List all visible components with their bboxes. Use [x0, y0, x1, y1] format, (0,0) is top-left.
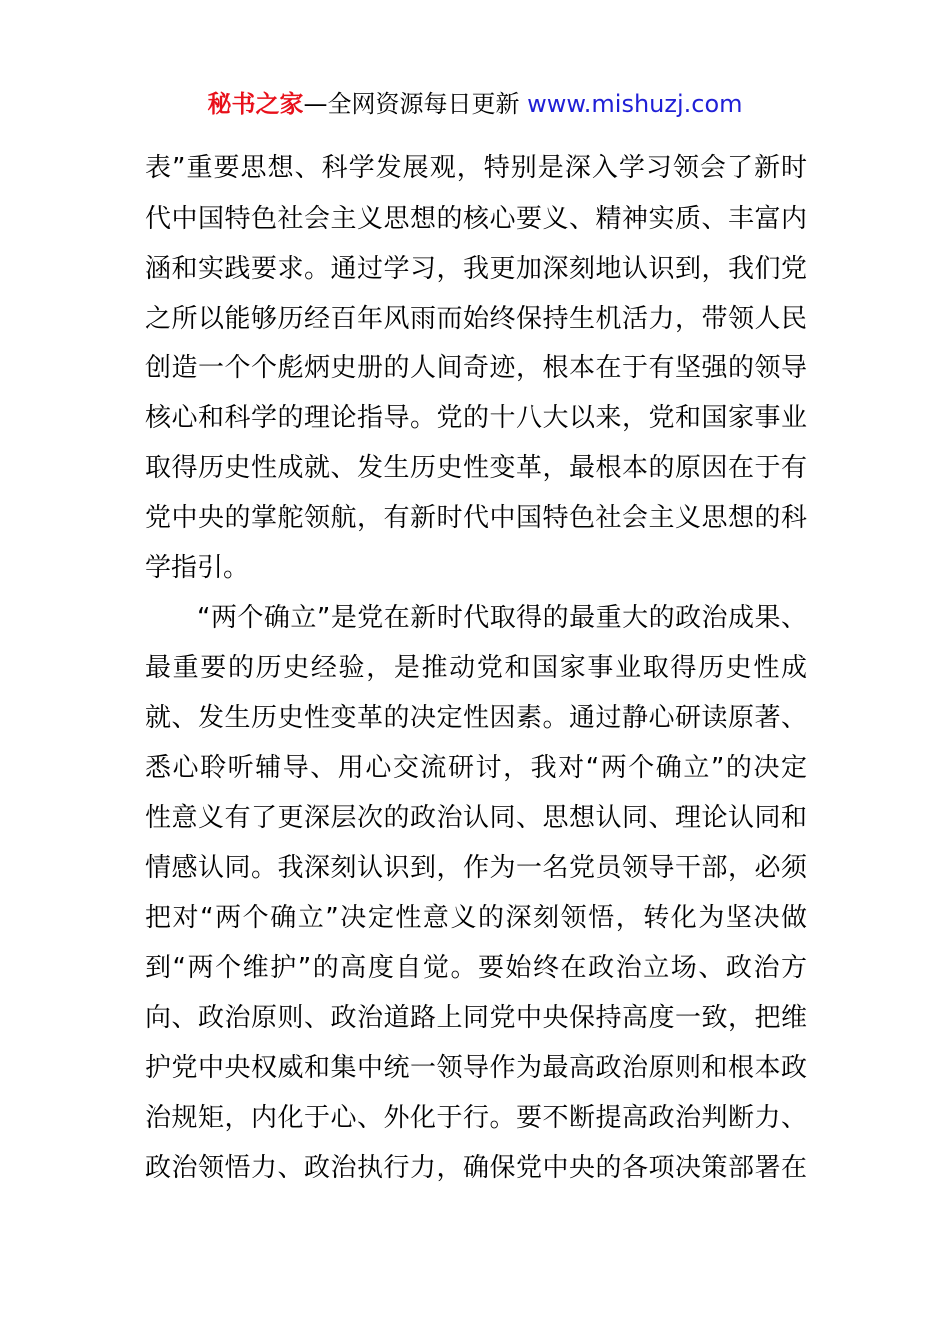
- body-line: 最重要的历史经验，是推动党和国家事业取得历史性成: [145, 653, 807, 683]
- body-line-paragraph-start: “两个确立”是党在新时代取得的最重大的政治成果、: [197, 603, 807, 633]
- body-line: 向、政治原则、政治道路上同党中央保持高度一致，把维: [145, 1003, 807, 1033]
- body-line: 政治领悟力、政治执行力，确保党中央的各项决策部署在: [145, 1153, 807, 1183]
- body-line: 涵和实践要求。通过学习，我更加深刻地认识到，我们党: [145, 254, 807, 284]
- body-line: 表”重要思想、科学发展观，特别是深入学习领会了新时: [145, 153, 807, 183]
- header-tagline: —全网资源每日更新: [303, 90, 528, 118]
- body-line: 代中国特色社会主义思想的核心要义、精神实质、丰富内: [145, 204, 807, 234]
- body-line: 情感认同。我深刻认识到，作为一名党员领导干部，必须: [145, 853, 807, 883]
- body-line: 就、发生历史性变革的决定性因素。通过静心研读原著、: [145, 703, 807, 733]
- page-header: [0, 86, 950, 122]
- body-line: 治规矩，内化于心、外化于行。要不断提高政治判断力、: [145, 1103, 807, 1133]
- body-line: 党中央的掌舵领航，有新时代中国特色社会主义思想的科: [145, 503, 807, 533]
- body-line-paragraph-end: 学指引。: [145, 553, 250, 583]
- body-line: 到“两个维护”的高度自觉。要始终在政治立场、政治方: [145, 953, 807, 983]
- header-url-link[interactable]: www.mishuzj.com: [527, 90, 743, 118]
- body-line: 之所以能够历经百年风雨而始终保持生机活力，带领人民: [145, 304, 807, 334]
- header-brand: 秘书之家: [207, 90, 304, 118]
- body-line: 护党中央权威和集中统一领导作为最高政治原则和根本政: [145, 1053, 807, 1083]
- body-line: 悉心聆听辅导、用心交流研讨，我对“两个确立”的决定: [145, 753, 807, 783]
- body-line: 核心和科学的理论指导。党的十八大以来，党和国家事业: [145, 403, 807, 433]
- body-line: 创造一个个彪炳史册的人间奇迹，根本在于有坚强的领导: [145, 353, 807, 383]
- body-line: 取得历史性成就、发生历史性变革，最根本的原因在于有: [145, 453, 807, 483]
- body-line: 性意义有了更深层次的政治认同、思想认同、理论认同和: [145, 803, 807, 833]
- body-line: 把对“两个确立”决定性意义的深刻领悟，转化为坚决做: [145, 903, 807, 933]
